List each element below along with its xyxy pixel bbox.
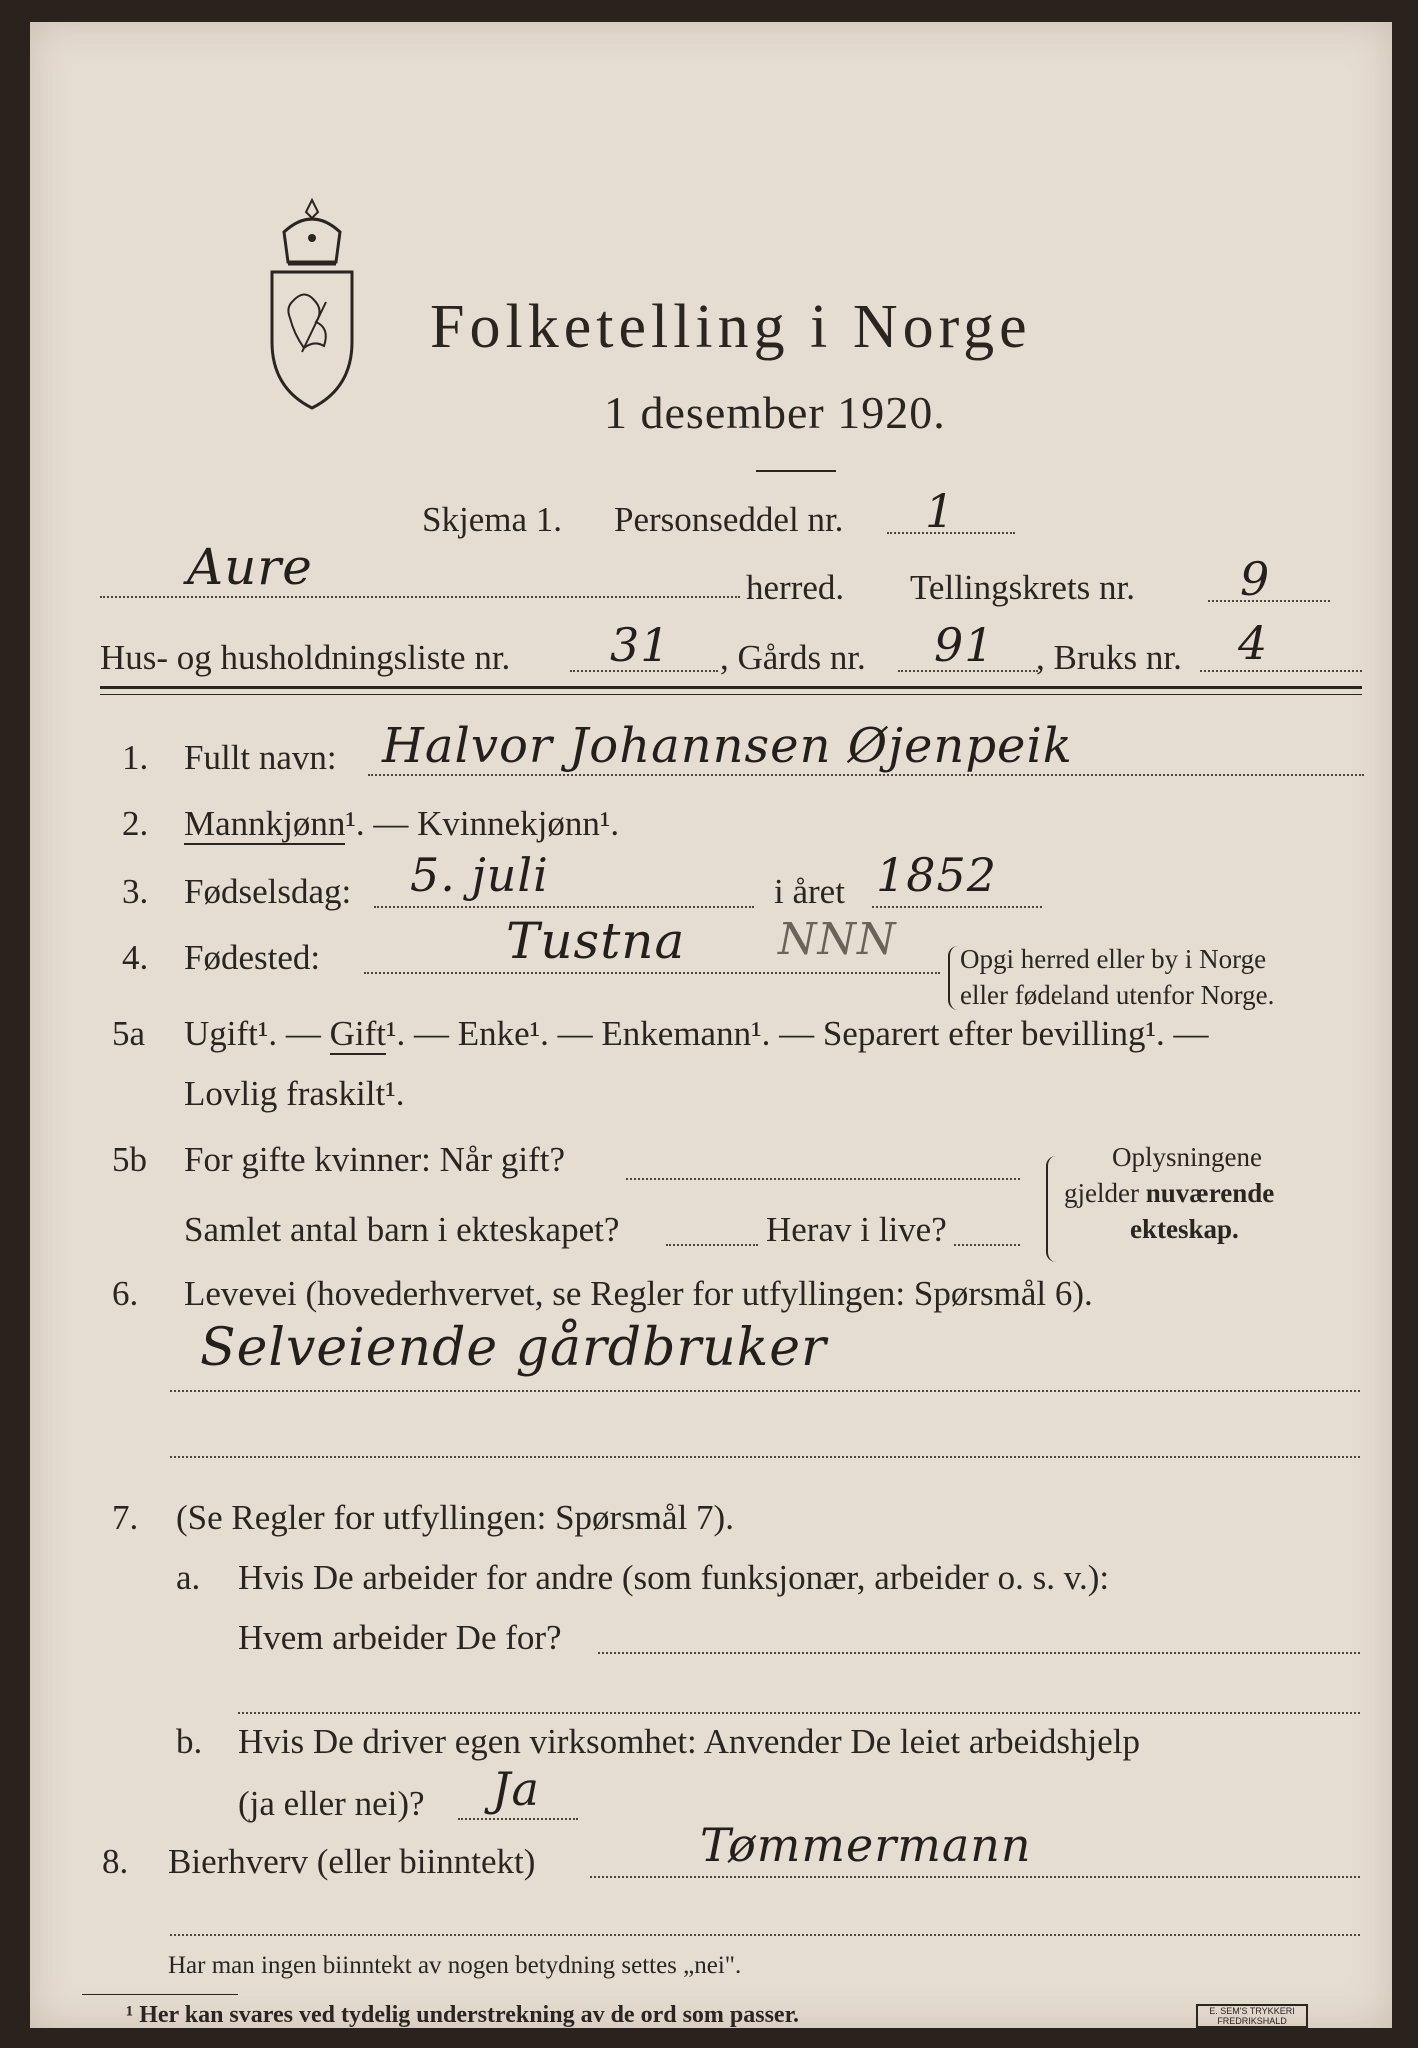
form-title: Folketelling i Norge xyxy=(430,293,1032,361)
q7b-letter: b. xyxy=(176,1722,203,1761)
q7b-text: Hvis De driver egen virksomhet: Anvender De leiet arbeidshjelp xyxy=(238,1722,1140,1761)
q7a-text2: Hvem arbeider De for? xyxy=(238,1618,562,1657)
marital-gift-sep: ¹. — xyxy=(386,1014,450,1053)
q2-number: 2. xyxy=(122,804,149,843)
full-name-field[interactable] xyxy=(368,774,1364,776)
gender-separator: ¹. — xyxy=(345,804,418,843)
q5b-note-brace xyxy=(1046,1156,1058,1262)
schema-label: Skjema 1. xyxy=(422,500,562,539)
q8-label: Bierhverv (eller biinntekt) xyxy=(168,1842,536,1881)
bruks-value: 4 xyxy=(1238,616,1269,670)
q4-number: 4. xyxy=(122,938,149,977)
occupation-value: Selveiende gårdbruker xyxy=(200,1318,827,1378)
side-income-field-line2[interactable] xyxy=(170,1934,1360,1936)
q7b-text2: (ja eller nei)? xyxy=(238,1784,425,1823)
herred-field[interactable] xyxy=(100,596,740,598)
q5b-note-line2b: nuværende xyxy=(1145,1178,1275,1208)
q3-label: Fødselsdag: xyxy=(184,872,352,911)
q5b-married-label: For gifte kvinner: Når gift? xyxy=(184,1140,566,1179)
gender-end: ¹. xyxy=(599,804,620,843)
herred-value: Aure xyxy=(187,538,313,596)
gender-mann-option[interactable]: Mannkjønn xyxy=(184,804,346,843)
hired-help-field[interactable] xyxy=(458,1818,578,1820)
q1-label: Fullt navn: xyxy=(184,738,337,777)
q5b-note-line2 xyxy=(1064,1178,1274,1209)
q1-number: 1. xyxy=(122,738,149,777)
q5b-note-line3: ekteskap. xyxy=(1130,1214,1239,1244)
q6-label: Levevei (hovederhvervet, se Regler for utfyllingen: Spørsmål 6). xyxy=(184,1274,1093,1313)
employer-field-line1[interactable] xyxy=(598,1652,1360,1654)
q3-number: 3. xyxy=(122,872,149,911)
side-income-note: Har man ingen biinntekt av nogen betydning settes „nei". xyxy=(168,1952,742,1979)
bruks-field[interactable] xyxy=(1200,670,1362,672)
tellingskrets-label: Tellingskrets nr. xyxy=(910,568,1136,607)
q7a-text: Hvis De arbeider for andre (som funksjonær, arbeider o. s. v.): xyxy=(238,1558,1110,1597)
birth-year-label: i året xyxy=(774,872,845,911)
q6-number: 6. xyxy=(112,1274,139,1313)
gender-options xyxy=(184,804,619,844)
q5b-children-label: Samlet antal barn i ekteskapet? xyxy=(184,1210,620,1249)
q5b-number: 5b xyxy=(112,1140,147,1179)
coat-of-arms-icon xyxy=(262,192,362,412)
birthplace-scribble: NNN xyxy=(778,914,897,965)
q4-label: Fødested: xyxy=(184,938,321,977)
census-form xyxy=(30,22,1392,2028)
q7-number: 7. xyxy=(112,1498,139,1537)
q7-label: (Se Regler for utfyllingen: Spørsmål 7). xyxy=(176,1498,734,1537)
birthplace-field[interactable] xyxy=(364,972,940,974)
birthplace-value: Tustna xyxy=(506,912,686,970)
gards-value: 91 xyxy=(934,618,995,672)
q5b-note-line2a: gjelder xyxy=(1064,1178,1146,1208)
herred-label: herred. xyxy=(746,568,845,607)
occupation-field-line1[interactable] xyxy=(170,1390,1360,1392)
q5b-alive-label: Herav i live? xyxy=(766,1210,947,1249)
side-income-value: Tømmermann xyxy=(700,1818,1032,1872)
header-rule-thick xyxy=(100,686,1362,689)
employer-field-line2[interactable] xyxy=(238,1712,1360,1714)
header-rule-thin xyxy=(100,694,1362,695)
bruks-label: , Bruks nr. xyxy=(1036,638,1182,677)
marital-ugift-option[interactable]: Ugift¹. — xyxy=(184,1014,321,1053)
title-divider xyxy=(756,470,836,472)
q5b-note-line1: Oplysningene xyxy=(1112,1142,1262,1172)
children-alive-field[interactable] xyxy=(954,1244,1020,1246)
marital-fraskilt-option[interactable]: Lovlig fraskilt¹. xyxy=(184,1074,405,1113)
children-count-field[interactable] xyxy=(666,1244,758,1246)
birthplace-note-brace xyxy=(948,946,958,1010)
marital-gift-option[interactable]: Gift xyxy=(329,1014,387,1053)
form-date: 1 desember 1920. xyxy=(604,387,946,438)
birthplace-note-line2: eller fødeland utenfor Norge. xyxy=(960,980,1275,1010)
gards-label: , Gårds nr. xyxy=(720,638,866,677)
birthplace-note-line1: Opgi herred eller by i Norge xyxy=(960,944,1267,974)
married-when-field[interactable] xyxy=(626,1178,1020,1180)
q8-number: 8. xyxy=(102,1842,129,1881)
marital-options xyxy=(184,1014,1208,1054)
q5a-number: 5a xyxy=(112,1014,146,1053)
tellingskrets-value: 9 xyxy=(1240,552,1271,606)
hus-label: Hus- og husholdningsliste nr. xyxy=(100,638,511,677)
birthday-field[interactable] xyxy=(374,906,754,908)
marital-other-options[interactable]: Enke¹. — Enkemann¹. — Separert efter bevilling¹. — xyxy=(457,1014,1209,1053)
occupation-field-line2[interactable] xyxy=(170,1456,1360,1458)
side-income-field-line1[interactable] xyxy=(590,1876,1360,1878)
full-name-value: Halvor Johannsen Øjenpeik xyxy=(382,718,1073,774)
hus-value: 31 xyxy=(610,618,671,672)
birth-year-value: 1852 xyxy=(876,848,998,902)
hired-help-value: Ja xyxy=(492,1762,540,1816)
printer-stamp: E. SEM'S TRYKKERI FREDRIKSHALD xyxy=(1196,2004,1308,2028)
q7a-letter: a. xyxy=(176,1558,201,1597)
birthday-value: 5. juli xyxy=(410,848,549,902)
personseddel-label: Personseddel nr. xyxy=(614,500,844,539)
footnote: ¹ Her kan svares ved tydelig understrekning av de ord som passer. xyxy=(126,2002,800,2028)
gender-kvinne-option[interactable]: Kvinnekjønn xyxy=(417,804,600,843)
footnote-rule xyxy=(82,1994,238,1995)
birth-year-field[interactable] xyxy=(872,906,1042,908)
personseddel-value: 1 xyxy=(925,484,956,538)
